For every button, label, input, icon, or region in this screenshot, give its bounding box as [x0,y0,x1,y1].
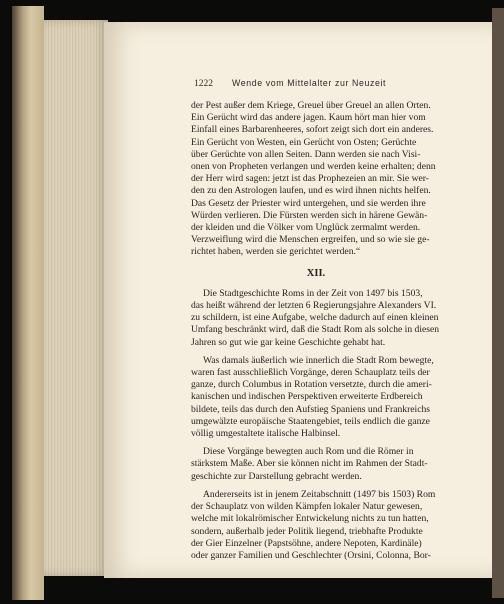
running-header [194,78,404,89]
text-line: welche mit lokalrömischer Entwickelung nichts zu tun hatten, [191,513,429,525]
text-line: der kleiden und die Völker vom Unglück zermalmt werden. [191,222,421,234]
text-line: Würden verlieren. Die Fürsten werden sich in härene Gewän- [191,209,428,221]
running-title: Wende vom Mittelalter zur Neuzeit [232,78,387,88]
text-line: Das Gesetz der Priester wird untergehen, und sie werden ihre [191,197,426,209]
text-line: völlig umgestaltete italische Halbinsel. [191,428,341,440]
text-line: Einfall eines Barbarenheeres, sofort zeigt sich dort ein anderes. [191,124,434,136]
book-page [104,22,496,578]
text-line: Umfang beschränkt wird, daß die Stadt Rom als solche in diesen [191,324,440,336]
paragraph [191,355,441,440]
page-right-edge [492,8,504,598]
text-line: kanischen und indischen Perspektiven erweiterte Erdbereich [191,391,423,403]
text-line: Ein Gerücht von Westen, ein Gerücht von Osten; Gerüchte [191,136,417,148]
text-line: oder ganzer Familien und Geschlechter (Orsini, Colonna, Bor- [191,549,431,561]
text-line: über Gerüchte von allen Seiten. Dann werden sie nach Visi- [191,148,421,160]
text-line: waren fast ausschließlich Vorgänge, deren Schauplatz teils der [191,367,430,379]
book-fore-edge [12,6,44,600]
text-line: onen von Propheten verlangen und werden keine erhalten; denn [191,161,436,173]
text-line: Jahren so gut wie gar keine Geschichte gehabt hat. [191,336,386,348]
text-line: geschichte zur Darstellung gebracht werden. [191,470,362,482]
paragraph [191,100,441,259]
section-heading: XII. [306,267,326,279]
page-stack [44,20,108,576]
text-line: umgewälzte europäische Staatengebiet, teils endlich die ganze [191,415,430,427]
text-line: den zu den Astrologen laufen, und es wird ihnen nichts helfen. [191,185,431,197]
text-line: ganze, durch Columbus in Rotation versetzte, durch die ameri- [191,379,432,391]
text-line: der Pest außer dem Kriege, Greuel über Greuel an allen Orten. [191,100,431,111]
text-line: Verzweiflung wird die Menschen ergreifen, und so wie sie ge- [191,234,430,246]
text-line: sondern, außerhalb jeder Politik liegend, triebhafte Produkte [191,525,423,537]
text-line: Andererseits ist in jenem Zeitabschnitt (1497 bis 1503) Rom [203,488,436,500]
text-line: bildete, teils das durch den Aufstieg Spaniens und Frankreichs [191,403,430,415]
text-line: Diese Vorgänge bewegten auch Rom und die Römer in [203,446,414,458]
text-line: der Schauplatz von wilden Kämpfen lokaler Natur gewesen, [191,501,423,513]
text-line: das heißt während der letzten 6 Regierungsjahre Alexanders VI. [191,300,437,312]
page-number: 1222 [194,79,213,89]
text-line: Was damals äußerlich wie innerlich die Stadt Rom bewegte, [203,354,434,366]
text-line: der Gier Einzelner (Papstsöhne, andere Nepoten, Kardinäle) [191,537,422,549]
text-line: Ein Gerücht wird das andere jagen. Kaum hört man hier vom [191,112,426,124]
text-line: der Herr wird sagen: jetzt ist das Prophezeien an mir. Sie wer- [191,173,429,185]
text-line: stärkstem Maße. Aber sie können nicht im Rahmen der Stadt- [191,458,428,470]
text-line: richtet haben, werden sie gerichtet werden.“ [191,246,361,258]
body-text [191,100,441,562]
paragraph [191,288,441,349]
text-line: zu schildern, ist eine Aufgabe, welche dadurch auf einen kleinen [191,312,439,324]
paragraph [191,489,441,562]
text-line: Die Stadtgeschichte Roms in der Zeit von 1497 bis 1503, [203,287,423,299]
paragraph [191,446,441,483]
